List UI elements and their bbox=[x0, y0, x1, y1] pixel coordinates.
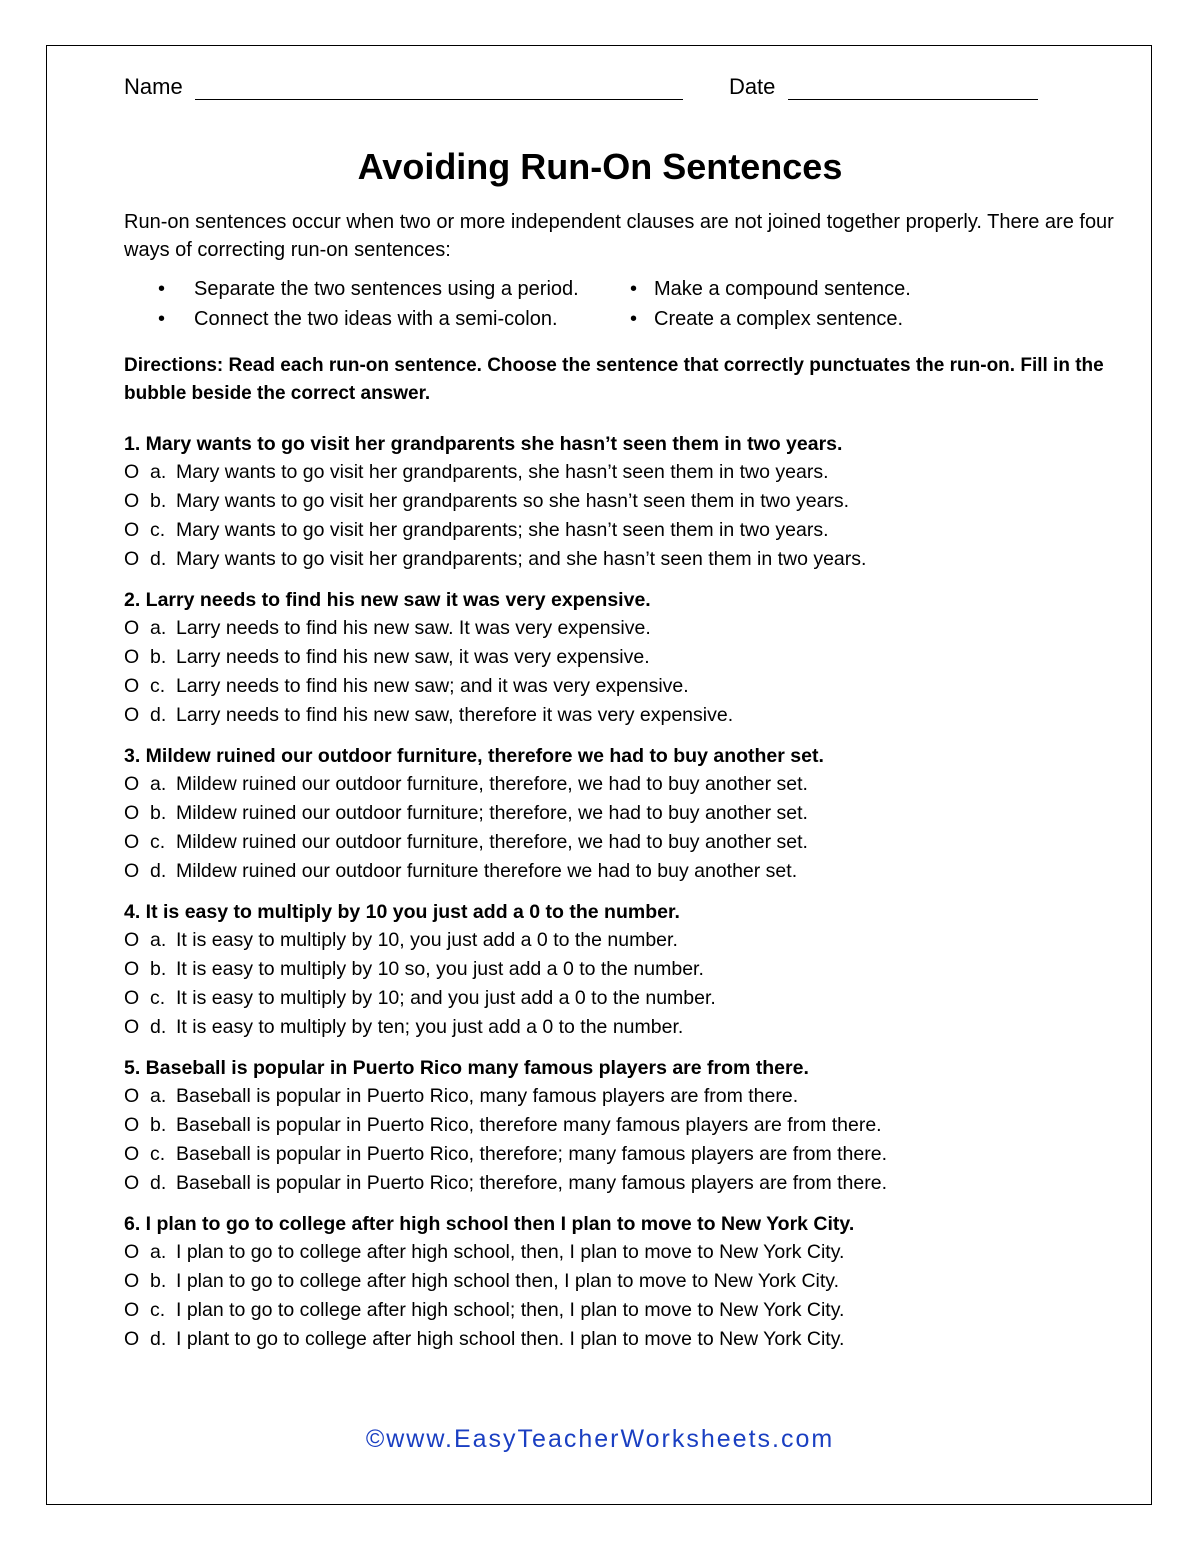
option-letter: c. bbox=[150, 519, 166, 541]
option-text: Mildew ruined our outdoor furniture, therefore, we had to buy another set. bbox=[176, 831, 808, 853]
answer-option[interactable] bbox=[124, 1140, 1134, 1169]
way-text: Create a complex sentence. bbox=[654, 308, 904, 330]
answer-option[interactable] bbox=[124, 1013, 1134, 1042]
answer-bubble[interactable]: O bbox=[124, 773, 140, 795]
option-letter: a. bbox=[150, 1085, 167, 1107]
answer-bubble[interactable]: O bbox=[124, 987, 140, 1009]
answer-bubble[interactable]: O bbox=[124, 1241, 140, 1263]
answer-option[interactable] bbox=[124, 1296, 1134, 1325]
way-text: Separate the two sentences using a period. bbox=[194, 278, 579, 300]
answer-option[interactable] bbox=[124, 857, 1134, 886]
answer-bubble[interactable]: O bbox=[124, 1143, 140, 1165]
option-text: Baseball is popular in Puerto Rico, many famous players are from there. bbox=[176, 1085, 799, 1107]
question-block bbox=[124, 742, 1134, 886]
name-line[interactable] bbox=[195, 75, 683, 100]
option-text: Baseball is popular in Puerto Rico; therefore, many famous players are from there. bbox=[176, 1172, 888, 1194]
answer-bubble[interactable]: O bbox=[124, 461, 140, 483]
answer-bubble[interactable]: O bbox=[124, 617, 140, 639]
option-text: I plan to go to college after high school; then, I plan to move to New York City. bbox=[176, 1299, 845, 1321]
option-text: I plan to go to college after high school then, I plan to move to New York City. bbox=[176, 1270, 840, 1292]
answer-option[interactable] bbox=[124, 701, 1134, 730]
answer-option[interactable] bbox=[124, 1238, 1134, 1267]
option-text: Larry needs to find his new saw, therefore it was very expensive. bbox=[176, 704, 734, 726]
page-title: Avoiding Run-On Sentences bbox=[357, 146, 843, 187]
answer-option[interactable] bbox=[124, 672, 1134, 701]
answer-bubble[interactable]: O bbox=[124, 1328, 140, 1350]
option-text: Larry needs to find his new saw. It was very expensive. bbox=[176, 617, 651, 639]
answer-option[interactable] bbox=[124, 487, 1134, 516]
option-letter: b. bbox=[150, 1270, 167, 1292]
option-letter: a. bbox=[150, 617, 167, 639]
answer-bubble[interactable]: O bbox=[124, 1085, 140, 1107]
answer-bubble[interactable]: O bbox=[124, 490, 140, 512]
answer-bubble[interactable]: O bbox=[124, 548, 140, 570]
answer-option[interactable] bbox=[124, 643, 1134, 672]
option-letter: d. bbox=[150, 860, 167, 882]
option-letter: b. bbox=[150, 490, 167, 512]
answer-bubble[interactable]: O bbox=[124, 958, 140, 980]
intro-paragraph: Run-on sentences occur when two or more independent clauses are not joined together properly. There are four ways of correcting run-on sentences: bbox=[124, 211, 1114, 261]
question-block bbox=[124, 898, 1134, 1042]
question-text: 2. Larry needs to find his new saw it was very expensive. bbox=[124, 589, 651, 611]
way-item bbox=[158, 274, 579, 304]
answer-bubble[interactable]: O bbox=[124, 802, 140, 824]
answer-option[interactable] bbox=[124, 984, 1134, 1013]
answer-bubble[interactable]: O bbox=[124, 675, 140, 697]
option-text: Mary wants to go visit her grandparents so she hasn’t seen them in two years. bbox=[176, 490, 850, 512]
answer-option[interactable] bbox=[124, 1325, 1134, 1354]
way-text: Connect the two ideas with a semi-colon. bbox=[194, 308, 558, 330]
option-letter: c. bbox=[150, 1299, 166, 1321]
name-label: Name bbox=[124, 74, 183, 99]
answer-option[interactable] bbox=[124, 1267, 1134, 1296]
option-letter: d. bbox=[150, 1328, 167, 1350]
answer-bubble[interactable]: O bbox=[124, 519, 140, 541]
answer-bubble[interactable]: O bbox=[124, 1299, 140, 1321]
answer-option[interactable] bbox=[124, 458, 1134, 487]
bullet-icon: • bbox=[630, 308, 638, 330]
option-letter: d. bbox=[150, 548, 167, 570]
option-letter: a. bbox=[150, 1241, 167, 1263]
bullet-icon: • bbox=[158, 278, 166, 300]
option-text: It is easy to multiply by 10; and you just add a 0 to the number. bbox=[176, 987, 716, 1009]
answer-bubble[interactable]: O bbox=[124, 1270, 140, 1292]
option-text: Baseball is popular in Puerto Rico, therefore many famous players are from there. bbox=[176, 1114, 882, 1136]
bullet-icon: • bbox=[158, 308, 166, 330]
option-letter: c. bbox=[150, 831, 166, 853]
answer-option[interactable] bbox=[124, 545, 1134, 574]
answer-bubble[interactable]: O bbox=[124, 831, 140, 853]
directions: Directions: Read each run-on sentence. Choose the sentence that correctly punctuates the run-on. Fill in the bubble beside the correct answer. bbox=[124, 355, 1104, 404]
way-item bbox=[630, 274, 911, 304]
option-text: It is easy to multiply by ten; you just add a 0 to the number. bbox=[176, 1016, 684, 1038]
date-label: Date bbox=[728, 74, 776, 99]
option-text: It is easy to multiply by 10, you just add a 0 to the number. bbox=[176, 929, 678, 951]
option-text: Larry needs to find his new saw, it was very expensive. bbox=[176, 646, 650, 668]
option-text: It is easy to multiply by 10 so, you just add a 0 to the number. bbox=[176, 958, 704, 980]
question-block bbox=[124, 586, 1134, 730]
answer-option[interactable] bbox=[124, 926, 1134, 955]
name-date-row bbox=[124, 74, 1038, 100]
question-block bbox=[124, 430, 1134, 574]
bullet-icon: • bbox=[630, 278, 638, 300]
answer-option[interactable] bbox=[124, 1082, 1134, 1111]
answer-option[interactable] bbox=[124, 799, 1134, 828]
answer-option[interactable] bbox=[124, 1169, 1134, 1198]
answer-option[interactable] bbox=[124, 1111, 1134, 1140]
question-text: 3. Mildew ruined our outdoor furniture, therefore we had to buy another set. bbox=[124, 745, 824, 767]
option-text: I plan to go to college after high school, then, I plan to move to New York City. bbox=[176, 1241, 845, 1263]
question-text: 5. Baseball is popular in Puerto Rico many famous players are from there. bbox=[124, 1057, 809, 1079]
option-letter: d. bbox=[150, 704, 167, 726]
answer-bubble[interactable]: O bbox=[124, 860, 140, 882]
option-text: Larry needs to find his new saw; and it was very expensive. bbox=[176, 675, 689, 697]
answer-option[interactable] bbox=[124, 614, 1134, 643]
option-text: Mary wants to go visit her grandparents, she hasn’t seen them in two years. bbox=[176, 461, 829, 483]
option-text: Mildew ruined our outdoor furniture; therefore, we had to buy another set. bbox=[176, 802, 808, 824]
way-item bbox=[158, 304, 558, 334]
answer-option[interactable] bbox=[124, 516, 1134, 545]
question-block bbox=[124, 1054, 1134, 1198]
answer-bubble[interactable]: O bbox=[124, 1114, 140, 1136]
answer-option[interactable] bbox=[124, 770, 1134, 799]
question-text: 6. I plan to go to college after high school then I plan to move to New York City. bbox=[124, 1213, 855, 1235]
option-letter: a. bbox=[150, 929, 167, 951]
option-text: I plant to go to college after high school then. I plan to move to New York City. bbox=[176, 1328, 845, 1350]
option-text: Mildew ruined our outdoor furniture, therefore, we had to buy another set. bbox=[176, 773, 808, 795]
option-text: Mildew ruined our outdoor furniture therefore we had to buy another set. bbox=[176, 860, 798, 882]
option-letter: b. bbox=[150, 1114, 167, 1136]
option-letter: b. bbox=[150, 802, 167, 824]
option-text: Baseball is popular in Puerto Rico, therefore; many famous players are from there. bbox=[176, 1143, 888, 1165]
answer-bubble[interactable]: O bbox=[124, 704, 140, 726]
question-list bbox=[124, 430, 1134, 1366]
question-text: 1. Mary wants to go visit her grandparents she hasn’t seen them in two years. bbox=[124, 433, 843, 455]
way-item bbox=[630, 304, 903, 334]
option-letter: a. bbox=[150, 773, 167, 795]
answer-option[interactable] bbox=[124, 955, 1134, 984]
answer-option[interactable] bbox=[124, 828, 1134, 857]
question-block bbox=[124, 1210, 1134, 1354]
way-text: Make a compound sentence. bbox=[654, 278, 911, 300]
answer-bubble[interactable]: O bbox=[124, 646, 140, 668]
answer-bubble[interactable]: O bbox=[124, 1016, 140, 1038]
option-letter: b. bbox=[150, 646, 167, 668]
option-letter: c. bbox=[150, 987, 166, 1009]
option-letter: b. bbox=[150, 958, 167, 980]
answer-bubble[interactable]: O bbox=[124, 929, 140, 951]
answer-bubble[interactable]: O bbox=[124, 1172, 140, 1194]
option-letter: c. bbox=[150, 675, 166, 697]
footer-copyright: ©www.EasyTeacherWorksheets.com bbox=[365, 1425, 835, 1453]
option-letter: d. bbox=[150, 1016, 167, 1038]
question-text: 4. It is easy to multiply by 10 you just add a 0 to the number. bbox=[124, 901, 680, 923]
date-line[interactable] bbox=[788, 75, 1038, 100]
option-letter: d. bbox=[150, 1172, 167, 1194]
option-text: Mary wants to go visit her grandparents; she hasn’t seen them in two years. bbox=[176, 519, 829, 541]
option-letter: c. bbox=[150, 1143, 166, 1165]
option-letter: a. bbox=[150, 461, 167, 483]
option-text: Mary wants to go visit her grandparents; and she hasn’t seen them in two years. bbox=[176, 548, 867, 570]
